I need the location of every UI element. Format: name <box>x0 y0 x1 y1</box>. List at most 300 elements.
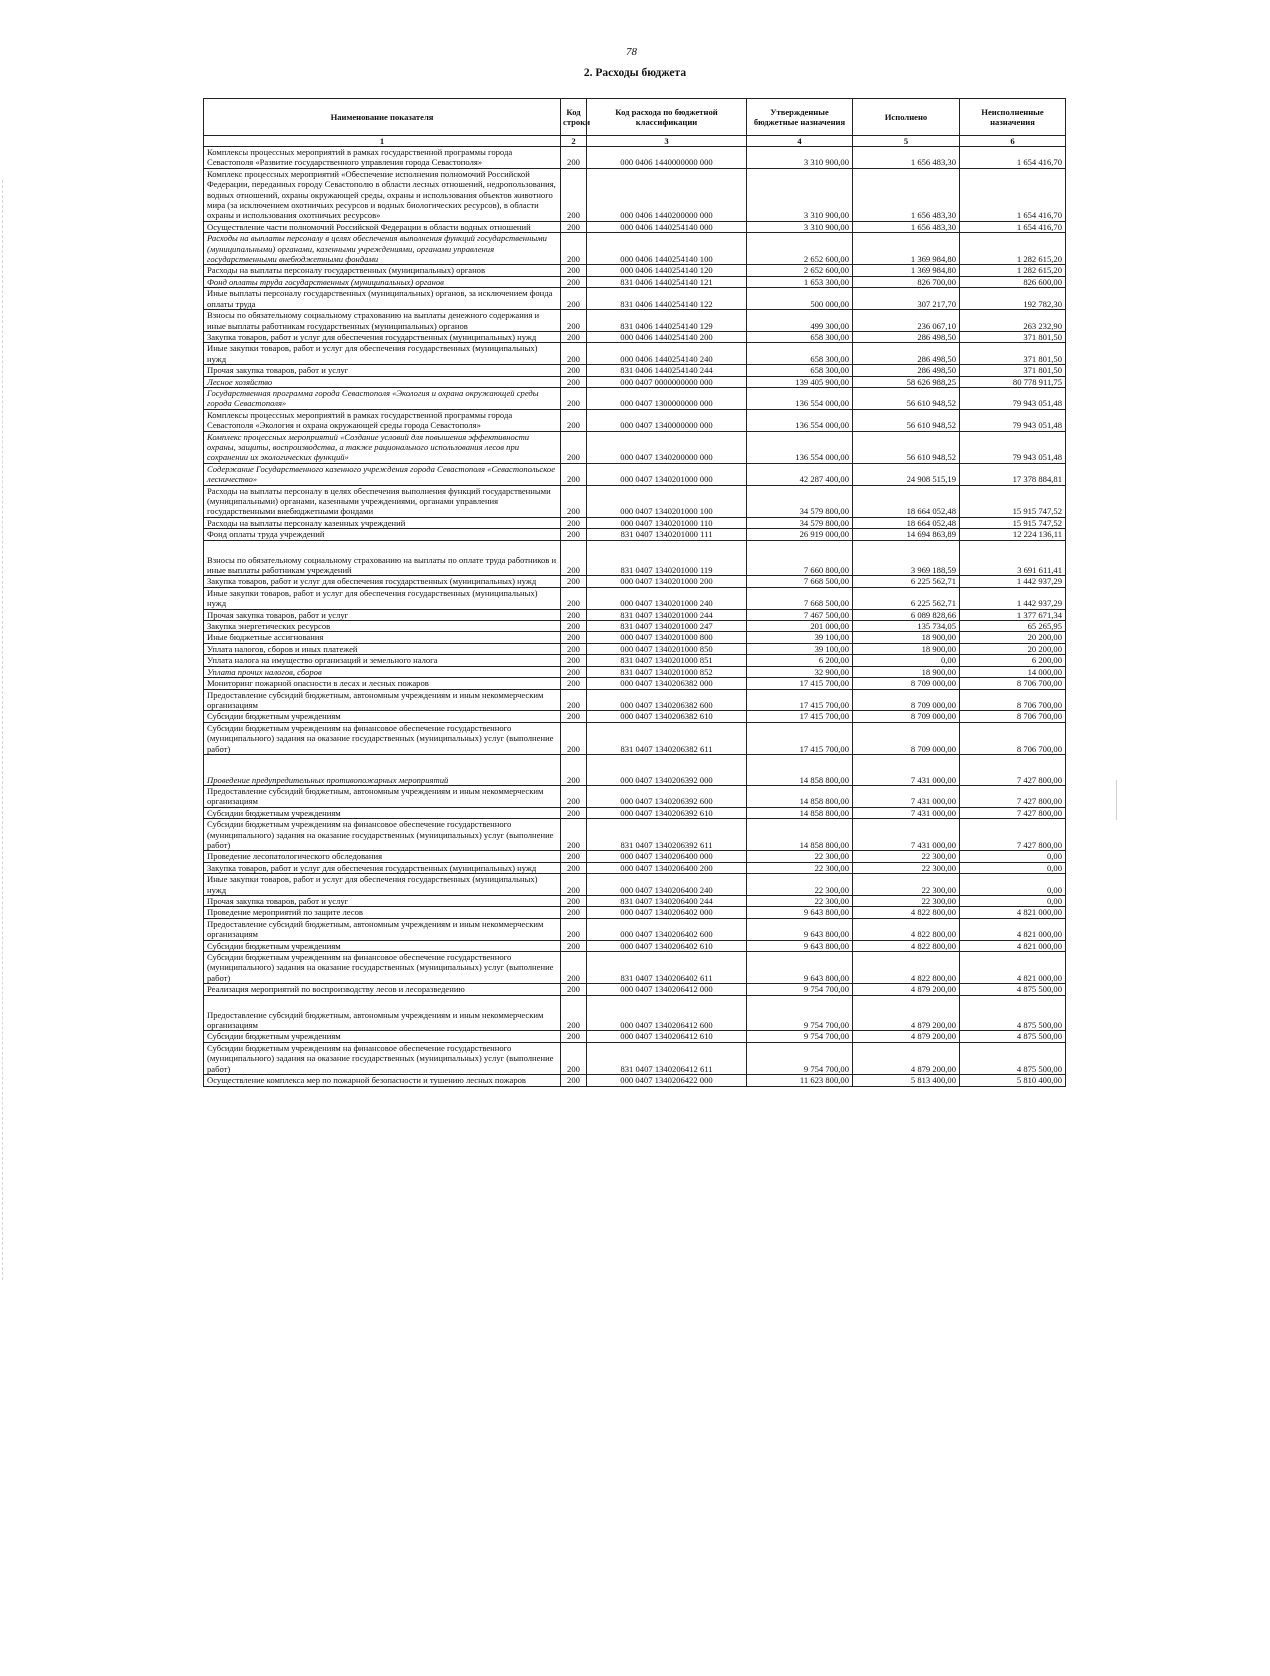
executed-amount-cell: 56 610 948,52 <box>853 387 960 409</box>
scan-margin-mark <box>1116 780 1118 820</box>
executed-amount-cell: 6 225 562,71 <box>853 587 960 609</box>
indicator-name-cell: Предоставление субсидий бюджетным, автономным учреждениям и иным некоммерческим организациям <box>204 785 561 807</box>
table-row <box>204 387 1066 409</box>
executed-amount-cell: 22 300,00 <box>853 896 960 907</box>
column-number: 4 <box>747 136 853 147</box>
budget-code-cell: 000 0407 1340201000 240 <box>587 587 747 609</box>
unexecuted-amount-cell: 8 706 700,00 <box>960 678 1066 689</box>
approved-amount-cell: 2 652 600,00 <box>747 265 853 276</box>
budget-code-cell: 831 0407 1340206400 244 <box>587 896 747 907</box>
executed-amount-cell: 8 709 000,00 <box>853 711 960 722</box>
table-row <box>204 1075 1066 1086</box>
indicator-name-cell: Комплекс процессных мероприятий «Обеспечение исполнения полномочий Российской Федерации, переданных городу Севастополю в области лесных отношений, недропользования, водных отношений, охраны окружающей среды, охраны и использования объектов животного мира (за исключением охотничьих ресурсов и водных биологических ресурсов), в области охраны и использования охотничьих ресурсов» <box>204 168 561 221</box>
approved-amount-cell: 136 554 000,00 <box>747 431 853 463</box>
approved-amount-cell: 7 467 500,00 <box>747 609 853 620</box>
indicator-name-cell: Государственная программа города Севастополя «Экология и охрана окружающей среды города Севастополя» <box>204 387 561 409</box>
column-number: 2 <box>561 136 587 147</box>
line-code-cell: 200 <box>561 984 587 995</box>
indicator-name-cell: Проведение мероприятий по защите лесов <box>204 907 561 918</box>
indicator-name-cell: Прочая закупка товаров, работ и услуг <box>204 896 561 907</box>
executed-amount-cell: 8 709 000,00 <box>853 722 960 754</box>
budget-code-cell: 000 0407 1340206412 610 <box>587 1031 747 1042</box>
line-code-cell: 200 <box>561 1031 587 1042</box>
approved-amount-cell: 3 310 900,00 <box>747 221 853 232</box>
indicator-name-cell: Субсидии бюджетным учреждениям <box>204 711 561 722</box>
budget-code-cell: 000 0407 1340201000 110 <box>587 517 747 528</box>
table-row <box>204 940 1066 951</box>
executed-amount-cell: 18 900,00 <box>853 632 960 643</box>
indicator-name-cell: Предоставление субсидий бюджетным, автономным учреждениям и иным некоммерческим организациям <box>204 995 561 1031</box>
unexecuted-amount-cell: 7 427 800,00 <box>960 754 1066 785</box>
line-code-cell: 200 <box>561 621 587 632</box>
header-unexecuted: Неисполненные назначения <box>960 99 1066 136</box>
column-number: 5 <box>853 136 960 147</box>
budget-code-cell: 831 0407 1340201000 244 <box>587 609 747 620</box>
executed-amount-cell: 58 626 988,25 <box>853 376 960 387</box>
line-code-cell: 200 <box>561 517 587 528</box>
executed-amount-cell: 4 879 200,00 <box>853 995 960 1031</box>
executed-amount-cell: 22 300,00 <box>853 851 960 862</box>
budget-code-cell: 000 0407 0000000000 000 <box>587 376 747 387</box>
table-row <box>204 1042 1066 1074</box>
unexecuted-amount-cell: 0,00 <box>960 896 1066 907</box>
approved-amount-cell: 9 643 800,00 <box>747 940 853 951</box>
indicator-name-cell: Иные закупки товаров, работ и услуг для обеспечения государственных (муниципальных) нужд <box>204 343 561 365</box>
line-code-cell: 200 <box>561 587 587 609</box>
budget-code-cell: 000 0406 1440200000 000 <box>587 168 747 221</box>
indicator-name-cell: Расходы на выплаты персоналу в целях обеспечения выполнения функций государственными (муниципальными) органами, казенными учреждениями, органами управления государственными внебюджетными фондами <box>204 233 561 265</box>
budget-code-cell: 000 0407 1340206400 200 <box>587 862 747 873</box>
executed-amount-cell: 4 879 200,00 <box>853 1031 960 1042</box>
table-row <box>204 233 1066 265</box>
approved-amount-cell: 7 668 500,00 <box>747 587 853 609</box>
approved-amount-cell: 658 300,00 <box>747 331 853 342</box>
unexecuted-amount-cell: 371 801,50 <box>960 365 1066 376</box>
table-row <box>204 678 1066 689</box>
executed-amount-cell: 286 498,50 <box>853 343 960 365</box>
approved-amount-cell: 658 300,00 <box>747 343 853 365</box>
unexecuted-amount-cell: 826 600,00 <box>960 276 1066 287</box>
unexecuted-amount-cell: 79 943 051,48 <box>960 409 1066 431</box>
unexecuted-amount-cell: 0,00 <box>960 851 1066 862</box>
approved-amount-cell: 34 579 800,00 <box>747 485 853 517</box>
approved-amount-cell: 136 554 000,00 <box>747 387 853 409</box>
line-code-cell: 200 <box>561 365 587 376</box>
budget-code-cell: 831 0406 1440254140 244 <box>587 365 747 376</box>
budget-code-cell: 831 0407 1340201000 111 <box>587 529 747 540</box>
budget-code-cell: 000 0407 1340206392 610 <box>587 807 747 818</box>
unexecuted-amount-cell: 192 782,30 <box>960 288 1066 310</box>
budget-code-cell: 831 0407 1340201000 247 <box>587 621 747 632</box>
executed-amount-cell: 286 498,50 <box>853 331 960 342</box>
table-row <box>204 376 1066 387</box>
column-number: 3 <box>587 136 747 147</box>
approved-amount-cell: 7 660 800,00 <box>747 540 853 576</box>
line-code-cell: 200 <box>561 952 587 984</box>
approved-amount-cell: 500 000,00 <box>747 288 853 310</box>
approved-amount-cell: 201 000,00 <box>747 621 853 632</box>
line-code-cell: 200 <box>561 387 587 409</box>
executed-amount-cell: 7 431 000,00 <box>853 819 960 851</box>
unexecuted-amount-cell: 15 915 747,52 <box>960 485 1066 517</box>
unexecuted-amount-cell: 20 200,00 <box>960 632 1066 643</box>
indicator-name-cell: Прочая закупка товаров, работ и услуг <box>204 609 561 620</box>
executed-amount-cell: 3 969 188,59 <box>853 540 960 576</box>
budget-code-cell: 000 0407 1340201000 000 <box>587 463 747 485</box>
budget-code-cell: 000 0407 1340206382 610 <box>587 711 747 722</box>
table-row <box>204 431 1066 463</box>
line-code-cell: 200 <box>561 463 587 485</box>
header-name: Наименование показателя <box>204 99 561 136</box>
executed-amount-cell: 135 734,05 <box>853 621 960 632</box>
line-code-cell: 200 <box>561 940 587 951</box>
indicator-name-cell: Субсидии бюджетным учреждениям на финансовое обеспечение государственного (муниципального) задания на оказание государственных (муниципальных) услуг (выполнение работ) <box>204 819 561 851</box>
unexecuted-amount-cell: 8 706 700,00 <box>960 711 1066 722</box>
executed-amount-cell: 56 610 948,52 <box>853 409 960 431</box>
line-code-cell: 200 <box>561 540 587 576</box>
approved-amount-cell: 9 754 700,00 <box>747 1042 853 1074</box>
budget-code-cell: 000 0407 1340201000 200 <box>587 576 747 587</box>
unexecuted-amount-cell: 1 442 937,29 <box>960 576 1066 587</box>
executed-amount-cell: 18 900,00 <box>853 643 960 654</box>
executed-amount-cell: 18 664 052,48 <box>853 485 960 517</box>
unexecuted-amount-cell: 7 427 800,00 <box>960 819 1066 851</box>
indicator-name-cell: Иные закупки товаров, работ и услуг для обеспечения государственных (муниципальных) нужд <box>204 874 561 896</box>
table-row <box>204 785 1066 807</box>
unexecuted-amount-cell: 79 943 051,48 <box>960 387 1066 409</box>
line-code-cell: 200 <box>561 632 587 643</box>
budget-code-cell: 831 0406 1440254140 121 <box>587 276 747 287</box>
table-row <box>204 331 1066 342</box>
approved-amount-cell: 499 300,00 <box>747 310 853 332</box>
line-code-cell: 200 <box>561 409 587 431</box>
table-row <box>204 576 1066 587</box>
indicator-name-cell: Содержание Государственного казенного учреждения города Севастополя «Севастопольское лесничество» <box>204 463 561 485</box>
budget-code-cell: 831 0406 1440254140 122 <box>587 288 747 310</box>
executed-amount-cell: 24 908 515,19 <box>853 463 960 485</box>
table-row <box>204 754 1066 785</box>
executed-amount-cell: 1 656 483,30 <box>853 221 960 232</box>
budget-code-cell: 831 0407 1340201000 852 <box>587 666 747 677</box>
indicator-name-cell: Прочая закупка товаров, работ и услуг <box>204 365 561 376</box>
header-code: Код строки <box>561 99 587 136</box>
executed-amount-cell: 14 694 863,89 <box>853 529 960 540</box>
table-row <box>204 907 1066 918</box>
indicator-name-cell: Взносы по обязательному социальному страхованию на выплаты денежного содержания и иные выплаты работникам государственных (муниципальных) органов <box>204 310 561 332</box>
approved-amount-cell: 39 100,00 <box>747 632 853 643</box>
header-approved: Утвержденные бюджетные назначения <box>747 99 853 136</box>
unexecuted-amount-cell: 1 654 416,70 <box>960 168 1066 221</box>
budget-code-cell: 000 0406 1440254140 120 <box>587 265 747 276</box>
line-code-cell: 200 <box>561 310 587 332</box>
table-row <box>204 819 1066 851</box>
budget-code-cell: 831 0407 1340206402 611 <box>587 952 747 984</box>
column-number: 1 <box>204 136 561 147</box>
indicator-name-cell: Уплата прочих налогов, сборов <box>204 666 561 677</box>
unexecuted-amount-cell: 80 778 911,75 <box>960 376 1066 387</box>
unexecuted-amount-cell: 15 915 747,52 <box>960 517 1066 528</box>
approved-amount-cell: 17 415 700,00 <box>747 689 853 711</box>
unexecuted-amount-cell: 4 875 500,00 <box>960 995 1066 1031</box>
unexecuted-amount-cell: 5 810 400,00 <box>960 1075 1066 1086</box>
executed-amount-cell: 4 879 200,00 <box>853 984 960 995</box>
approved-amount-cell: 3 310 900,00 <box>747 147 853 169</box>
table-row <box>204 621 1066 632</box>
executed-amount-cell: 18 664 052,48 <box>853 517 960 528</box>
unexecuted-amount-cell: 79 943 051,48 <box>960 431 1066 463</box>
indicator-name-cell: Субсидии бюджетным учреждениям <box>204 1031 561 1042</box>
executed-amount-cell: 286 498,50 <box>853 365 960 376</box>
line-code-cell: 200 <box>561 529 587 540</box>
unexecuted-amount-cell: 1 442 937,29 <box>960 587 1066 609</box>
line-code-cell: 200 <box>561 576 587 587</box>
indicator-name-cell: Субсидии бюджетным учреждениям на финансовое обеспечение государственного (муниципального) задания на оказание государственных (муниципальных) услуг (выполнение работ) <box>204 952 561 984</box>
indicator-name-cell: Расходы на выплаты персоналу государственных (муниципальных) органов <box>204 265 561 276</box>
unexecuted-amount-cell: 263 232,90 <box>960 310 1066 332</box>
approved-amount-cell: 42 287 400,00 <box>747 463 853 485</box>
executed-amount-cell: 8 709 000,00 <box>853 678 960 689</box>
executed-amount-cell: 4 822 800,00 <box>853 907 960 918</box>
unexecuted-amount-cell: 4 875 500,00 <box>960 1031 1066 1042</box>
column-number: 6 <box>960 136 1066 147</box>
table-row <box>204 517 1066 528</box>
indicator-name-cell: Субсидии бюджетным учреждениям <box>204 807 561 818</box>
executed-amount-cell: 7 431 000,00 <box>853 785 960 807</box>
table-row <box>204 276 1066 287</box>
budget-code-cell: 000 0407 1340206412 000 <box>587 984 747 995</box>
budget-code-cell: 000 0407 1340206402 600 <box>587 918 747 940</box>
indicator-name-cell: Проведение предупредительных противопожарных мероприятий <box>204 754 561 785</box>
indicator-name-cell: Осуществление комплекса мер по пожарной безопасности и тушению лесных пожаров <box>204 1075 561 1086</box>
budget-code-cell: 831 0407 1340201000 119 <box>587 540 747 576</box>
approved-amount-cell: 9 643 800,00 <box>747 952 853 984</box>
executed-amount-cell: 236 067,10 <box>853 310 960 332</box>
line-code-cell: 200 <box>561 288 587 310</box>
indicator-name-cell: Реализация мероприятий по воспроизводству лесов и лесоразведению <box>204 984 561 995</box>
approved-amount-cell: 11 623 800,00 <box>747 1075 853 1086</box>
table-body <box>204 147 1066 1087</box>
budget-code-cell: 831 0407 1340201000 851 <box>587 655 747 666</box>
table-row <box>204 540 1066 576</box>
budget-code-cell: 000 0407 1340201000 100 <box>587 485 747 517</box>
budget-code-cell: 000 0407 1340200000 000 <box>587 431 747 463</box>
budget-code-cell: 000 0407 1340206392 600 <box>587 785 747 807</box>
approved-amount-cell: 14 858 800,00 <box>747 819 853 851</box>
approved-amount-cell: 22 300,00 <box>747 896 853 907</box>
table-row <box>204 409 1066 431</box>
unexecuted-amount-cell: 1 282 615,20 <box>960 233 1066 265</box>
executed-amount-cell: 18 900,00 <box>853 666 960 677</box>
line-code-cell: 200 <box>561 221 587 232</box>
indicator-name-cell: Расходы на выплаты персоналу казенных учреждений <box>204 517 561 528</box>
budget-code-cell: 000 0407 1340201000 850 <box>587 643 747 654</box>
indicator-name-cell: Субсидии бюджетным учреждениям на финансовое обеспечение государственного (муниципального) задания на оказание государственных (муниципальных) услуг (выполнение работ) <box>204 1042 561 1074</box>
indicator-name-cell: Комплексы процессных мероприятий в рамках государственной программы города Севастополя «Развитие государственного управления города Севастополя» <box>204 147 561 169</box>
approved-amount-cell: 2 652 600,00 <box>747 233 853 265</box>
table-row <box>204 851 1066 862</box>
executed-amount-cell: 7 431 000,00 <box>853 807 960 818</box>
unexecuted-amount-cell: 4 821 000,00 <box>960 907 1066 918</box>
table-row <box>204 918 1066 940</box>
line-code-cell: 200 <box>561 643 587 654</box>
unexecuted-amount-cell: 1 654 416,70 <box>960 221 1066 232</box>
executed-amount-cell: 5 813 400,00 <box>853 1075 960 1086</box>
line-code-cell: 200 <box>561 754 587 785</box>
indicator-name-cell: Взносы по обязательному социальному страхованию на выплаты по оплате труда работников и иные выплаты работникам учреждений <box>204 540 561 576</box>
approved-amount-cell: 14 858 800,00 <box>747 807 853 818</box>
indicator-name-cell: Субсидии бюджетным учреждениям <box>204 940 561 951</box>
unexecuted-amount-cell: 14 000,00 <box>960 666 1066 677</box>
table-row <box>204 711 1066 722</box>
table-row <box>204 666 1066 677</box>
line-code-cell: 200 <box>561 343 587 365</box>
indicator-name-cell: Проведение лесопатологического обследования <box>204 851 561 862</box>
executed-amount-cell: 1 369 984,80 <box>853 265 960 276</box>
indicator-name-cell: Иные выплаты персоналу государственных (муниципальных) органов, за исключением фонда оплаты труда <box>204 288 561 310</box>
indicator-name-cell: Комплекс процессных мероприятий «Создание условий для повышения эффективности охраны, защиты, воспроизводства, а также рационального использования лесов при сохранении их экологических функций» <box>204 431 561 463</box>
unexecuted-amount-cell: 12 224 136,11 <box>960 529 1066 540</box>
executed-amount-cell: 8 709 000,00 <box>853 689 960 711</box>
indicator-name-cell: Уплата налогов, сборов и иных платежей <box>204 643 561 654</box>
budget-code-cell: 000 0407 1300000000 000 <box>587 387 747 409</box>
line-code-cell: 200 <box>561 819 587 851</box>
approved-amount-cell: 14 858 800,00 <box>747 785 853 807</box>
budget-code-cell: 000 0406 1440254140 000 <box>587 221 747 232</box>
table-row <box>204 689 1066 711</box>
indicator-name-cell: Предоставление субсидий бюджетным, автономным учреждениям и иным некоммерческим организациям <box>204 918 561 940</box>
unexecuted-amount-cell: 0,00 <box>960 862 1066 873</box>
executed-amount-cell: 307 217,70 <box>853 288 960 310</box>
indicator-name-cell: Закупка товаров, работ и услуг для обеспечения государственных (муниципальных) нужд <box>204 331 561 342</box>
unexecuted-amount-cell: 65 265,95 <box>960 621 1066 632</box>
unexecuted-amount-cell: 0,00 <box>960 874 1066 896</box>
table-row <box>204 874 1066 896</box>
line-code-cell: 200 <box>561 666 587 677</box>
table-row <box>204 807 1066 818</box>
line-code-cell: 200 <box>561 655 587 666</box>
budget-code-cell: 000 0406 1440254140 240 <box>587 343 747 365</box>
approved-amount-cell: 32 900,00 <box>747 666 853 677</box>
executed-amount-cell: 56 610 948,52 <box>853 431 960 463</box>
unexecuted-amount-cell: 4 821 000,00 <box>960 952 1066 984</box>
unexecuted-amount-cell: 8 706 700,00 <box>960 689 1066 711</box>
line-code-cell: 200 <box>561 147 587 169</box>
unexecuted-amount-cell: 4 821 000,00 <box>960 918 1066 940</box>
page-number: 78 <box>626 46 637 58</box>
executed-amount-cell: 0,00 <box>853 655 960 666</box>
indicator-name-cell: Иные закупки товаров, работ и услуг для обеспечения государственных (муниципальных) нужд <box>204 587 561 609</box>
line-code-cell: 200 <box>561 995 587 1031</box>
table-row <box>204 310 1066 332</box>
table-row <box>204 1031 1066 1042</box>
approved-amount-cell: 139 405 900,00 <box>747 376 853 387</box>
indicator-name-cell: Закупка товаров, работ и услуг для обеспечения государственных (муниципальных) нужд <box>204 576 561 587</box>
executed-amount-cell: 4 822 800,00 <box>853 952 960 984</box>
executed-amount-cell: 6 225 562,71 <box>853 576 960 587</box>
line-code-cell: 200 <box>561 376 587 387</box>
table-row <box>204 485 1066 517</box>
table-row <box>204 609 1066 620</box>
executed-amount-cell: 6 089 828,66 <box>853 609 960 620</box>
approved-amount-cell: 9 754 700,00 <box>747 1031 853 1042</box>
line-code-cell: 200 <box>561 711 587 722</box>
line-code-cell: 200 <box>561 233 587 265</box>
line-code-cell: 200 <box>561 785 587 807</box>
scan-margin-mark <box>2 180 4 1280</box>
approved-amount-cell: 136 554 000,00 <box>747 409 853 431</box>
executed-amount-cell: 4 879 200,00 <box>853 1042 960 1074</box>
unexecuted-amount-cell: 371 801,50 <box>960 331 1066 342</box>
table-row <box>204 365 1066 376</box>
table-row <box>204 463 1066 485</box>
approved-amount-cell: 7 668 500,00 <box>747 576 853 587</box>
table-row <box>204 643 1066 654</box>
unexecuted-amount-cell: 7 427 800,00 <box>960 785 1066 807</box>
budget-code-cell: 000 0406 1440000000 000 <box>587 147 747 169</box>
executed-amount-cell: 4 822 800,00 <box>853 918 960 940</box>
line-code-cell: 200 <box>561 678 587 689</box>
budget-code-cell: 831 0406 1440254140 129 <box>587 310 747 332</box>
unexecuted-amount-cell: 7 427 800,00 <box>960 807 1066 818</box>
budget-code-cell: 000 0407 1340206382 000 <box>587 678 747 689</box>
table-row <box>204 995 1066 1031</box>
table-row <box>204 168 1066 221</box>
table-row <box>204 984 1066 995</box>
budget-code-cell: 000 0407 1340206402 000 <box>587 907 747 918</box>
budget-code-cell: 000 0407 1340000000 000 <box>587 409 747 431</box>
approved-amount-cell: 39 100,00 <box>747 643 853 654</box>
approved-amount-cell: 17 415 700,00 <box>747 711 853 722</box>
line-code-cell: 200 <box>561 874 587 896</box>
approved-amount-cell: 17 415 700,00 <box>747 722 853 754</box>
line-code-cell: 200 <box>561 609 587 620</box>
unexecuted-amount-cell: 20 200,00 <box>960 643 1066 654</box>
approved-amount-cell: 22 300,00 <box>747 874 853 896</box>
table-row <box>204 147 1066 169</box>
line-code-cell: 200 <box>561 722 587 754</box>
indicator-name-cell: Уплата налога на имущество организаций и земельного налога <box>204 655 561 666</box>
approved-amount-cell: 9 754 700,00 <box>747 984 853 995</box>
unexecuted-amount-cell: 1 377 671,34 <box>960 609 1066 620</box>
budget-code-cell: 831 0407 1340206392 611 <box>587 819 747 851</box>
line-code-cell: 200 <box>561 168 587 221</box>
unexecuted-amount-cell: 371 801,50 <box>960 343 1066 365</box>
executed-amount-cell: 22 300,00 <box>853 874 960 896</box>
line-code-cell: 200 <box>561 1075 587 1086</box>
approved-amount-cell: 9 643 800,00 <box>747 907 853 918</box>
approved-amount-cell: 34 579 800,00 <box>747 517 853 528</box>
executed-amount-cell: 1 369 984,80 <box>853 233 960 265</box>
line-code-cell: 200 <box>561 918 587 940</box>
approved-amount-cell: 26 919 000,00 <box>747 529 853 540</box>
budget-code-cell: 000 0407 1340206392 000 <box>587 754 747 785</box>
table-row <box>204 722 1066 754</box>
approved-amount-cell: 22 300,00 <box>747 851 853 862</box>
budget-code-cell: 000 0407 1340206400 000 <box>587 851 747 862</box>
unexecuted-amount-cell: 17 378 884,81 <box>960 463 1066 485</box>
executed-amount-cell: 1 656 483,30 <box>853 168 960 221</box>
approved-amount-cell: 9 643 800,00 <box>747 918 853 940</box>
indicator-name-cell: Закупка энергетических ресурсов <box>204 621 561 632</box>
line-code-cell: 200 <box>561 265 587 276</box>
indicator-name-cell: Субсидии бюджетным учреждениям на финансовое обеспечение государственного (муниципального) задания на оказание государственных (муниципальных) услуг (выполнение работ) <box>204 722 561 754</box>
executed-amount-cell: 22 300,00 <box>853 862 960 873</box>
table-row <box>204 655 1066 666</box>
unexecuted-amount-cell: 4 875 500,00 <box>960 984 1066 995</box>
line-code-cell: 200 <box>561 1042 587 1074</box>
unexecuted-amount-cell: 8 706 700,00 <box>960 722 1066 754</box>
executed-amount-cell: 1 656 483,30 <box>853 147 960 169</box>
